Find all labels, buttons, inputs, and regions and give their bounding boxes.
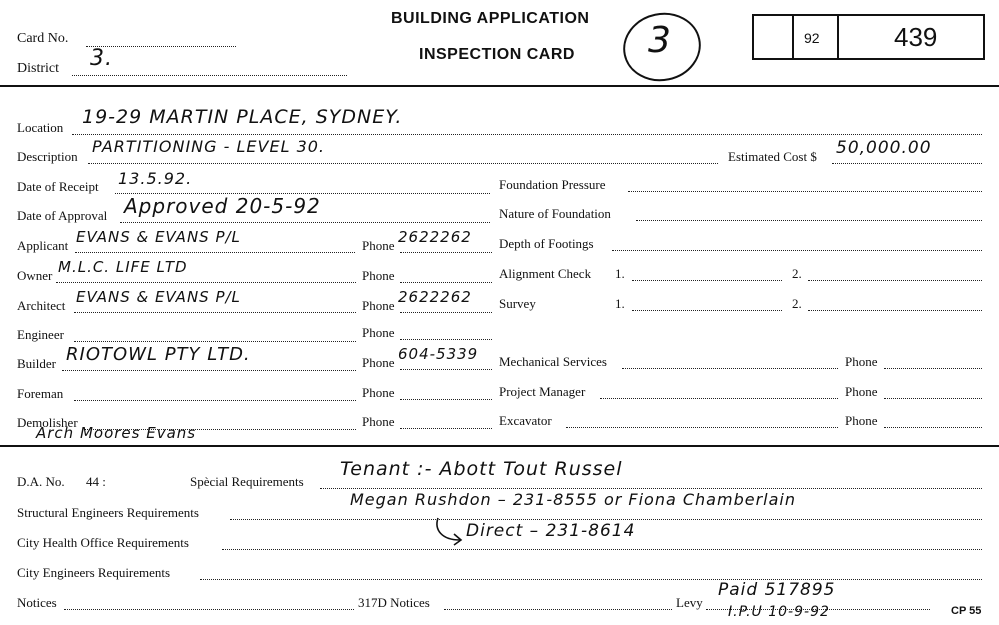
estimated-cost-dotline: [832, 163, 982, 164]
levy-sub-value: I.P.U 10-9-92: [728, 604, 830, 620]
header-rule: [0, 85, 999, 87]
location-label: Location: [17, 120, 64, 135]
mechanical-services-phone-dotline: [884, 368, 982, 369]
structural-engineers-dotline: [230, 519, 982, 520]
architect-phone-value: 2622262: [398, 288, 472, 306]
title-line1: BUILDING APPLICATION: [391, 10, 590, 27]
excavator-phone-dotline: [884, 427, 982, 428]
district-dotline: [72, 75, 347, 76]
circled-number: 3: [648, 20, 672, 61]
excavator-dotline: [566, 427, 838, 428]
da-no-label: D.A. No.: [17, 474, 65, 489]
structural-engineers-value: Megan Rushdon – 231-8555 or Fiona Chamberlain: [350, 490, 796, 509]
depth-of-footings-label: Depth of Footings: [499, 236, 594, 251]
demolisher-phone-dotline: [400, 428, 492, 429]
notices-label: Notices: [17, 595, 57, 610]
foreman-phone-dotline: [400, 399, 492, 400]
excavator-label: Excavator: [499, 413, 552, 428]
foreman-label: Foreman: [17, 386, 64, 401]
title-line2: INSPECTION CARD: [419, 46, 575, 63]
architect-dotline: [74, 312, 356, 313]
description-label: Description: [17, 149, 78, 164]
nature-of-foundation-label: Nature of Foundation: [499, 206, 611, 221]
owner-dotline: [56, 282, 356, 283]
form-code: CP 55: [951, 605, 982, 617]
location-value: 19-29 MARTIN PLACE, SYDNEY.: [82, 106, 403, 128]
applicant-dotline: [75, 252, 355, 253]
project-manager-dotline: [600, 398, 838, 399]
box-prefix: 92: [804, 30, 820, 46]
date-of-receipt-value: 13.5.92.: [118, 169, 193, 188]
architect-note: Arch Moores Evans: [36, 424, 197, 442]
alignment-check-num1: 1.: [615, 266, 625, 281]
engineer-phone-label: Phone: [362, 325, 395, 340]
district-label: District: [17, 61, 59, 76]
project-manager-phone-label: Phone: [845, 384, 878, 399]
section-rule: [0, 445, 999, 447]
architect-label: Architect: [17, 298, 66, 313]
estimated-cost-label: Estimated Cost $: [728, 149, 817, 164]
mechanical-services-dotline: [622, 368, 838, 369]
box-number: 439: [894, 22, 938, 52]
estimated-cost-value: 50,000.00: [836, 138, 932, 158]
alignment-check-dotline-2: [808, 280, 982, 281]
levy-value: Paid 517895: [718, 580, 836, 600]
architect-value: EVANS & EVANS P/L: [76, 288, 241, 306]
owner-phone-label: Phone: [362, 268, 395, 283]
box-divider-1: [792, 14, 794, 60]
applicant-label: Applicant: [17, 238, 69, 253]
mechanical-services-label: Mechanical Services: [499, 354, 607, 369]
engineer-dotline: [74, 341, 356, 342]
foreman-phone-label: Phone: [362, 385, 395, 400]
engineer-label: Engineer: [17, 327, 64, 342]
alignment-check-dotline-1: [632, 280, 782, 281]
317d-notices-dotline: [444, 609, 672, 610]
alignment-check-label: Alignment Check: [499, 266, 592, 281]
city-health-value: Direct – 231-8614: [466, 521, 636, 541]
date-of-receipt-label: Date of Receipt: [17, 179, 99, 194]
builder-value: RIOTOWL PTY LTD.: [66, 344, 251, 365]
survey-num1: 1.: [615, 296, 625, 311]
city-engineers-dotline: [200, 579, 982, 580]
special-requirements-dotline: [320, 488, 982, 489]
demolisher-phone-label: Phone: [362, 414, 395, 429]
city-health-dotline: [222, 549, 982, 550]
date-of-approval-label: Date of Approval: [17, 208, 108, 223]
builder-phone-dotline: [400, 369, 492, 370]
applicant-phone-dotline: [400, 252, 492, 253]
survey-dotline-2: [808, 310, 982, 311]
project-manager-phone-dotline: [884, 398, 982, 399]
card-number-box: [752, 14, 985, 60]
city-engineers-label: City Engineers Requirements: [17, 565, 171, 580]
city-health-label: City Health Office Requirements: [17, 535, 189, 550]
applicant-phone-label: Phone: [362, 238, 395, 253]
survey-label: Survey: [499, 296, 536, 311]
da-no-value: 44 :: [86, 474, 106, 489]
description-value: PARTITIONING - LEVEL 30.: [92, 137, 326, 156]
district-value: 3.: [90, 46, 113, 71]
date-of-approval-value: Approved 20-5-92: [124, 194, 321, 218]
survey-num2: 2.: [792, 296, 802, 311]
builder-dotline: [62, 370, 356, 371]
owner-phone-dotline: [400, 282, 492, 283]
builder-phone-label: Phone: [362, 355, 395, 370]
mechanical-services-phone-label: Phone: [845, 354, 878, 369]
levy-label: Levy: [676, 595, 703, 610]
structural-engineers-label: Structural Engineers Requirements: [17, 505, 199, 520]
box-divider-2: [837, 14, 839, 60]
applicant-value: EVANS & EVANS P/L: [76, 228, 241, 246]
applicant-phone-value: 2622262: [398, 228, 472, 246]
curved-arrow-icon: [432, 514, 466, 548]
foreman-dotline: [74, 400, 356, 401]
location-dotline: [72, 134, 982, 135]
depth-of-footings-dotline: [612, 250, 982, 251]
project-manager-label: Project Manager: [499, 384, 586, 399]
date-of-approval-dotline: [120, 222, 490, 223]
owner-label: Owner: [17, 268, 53, 283]
special-requirements-label: Spècial Requirements: [190, 474, 304, 489]
nature-of-foundation-dotline: [636, 220, 982, 221]
description-dotline: [88, 163, 718, 164]
card-no-label: Card No.: [17, 31, 69, 46]
foundation-pressure-label: Foundation Pressure: [499, 177, 606, 192]
architect-phone-dotline: [400, 312, 492, 313]
notices-dotline: [64, 609, 354, 610]
engineer-phone-dotline: [400, 339, 492, 340]
317d-notices-label: 317D Notices: [358, 595, 430, 610]
alignment-check-num2: 2.: [792, 266, 802, 281]
builder-label: Builder: [17, 356, 56, 371]
demolisher-label: Demolisher: [17, 415, 78, 430]
excavator-phone-label: Phone: [845, 413, 878, 428]
survey-dotline-1: [632, 310, 782, 311]
special-requirements-value: Tenant :- Abott Tout Russel: [340, 458, 623, 480]
foundation-pressure-dotline: [628, 191, 982, 192]
architect-phone-label: Phone: [362, 298, 395, 313]
owner-value: M.L.C. LIFE LTD: [58, 258, 188, 276]
builder-phone-value: 604-5339: [398, 345, 479, 363]
